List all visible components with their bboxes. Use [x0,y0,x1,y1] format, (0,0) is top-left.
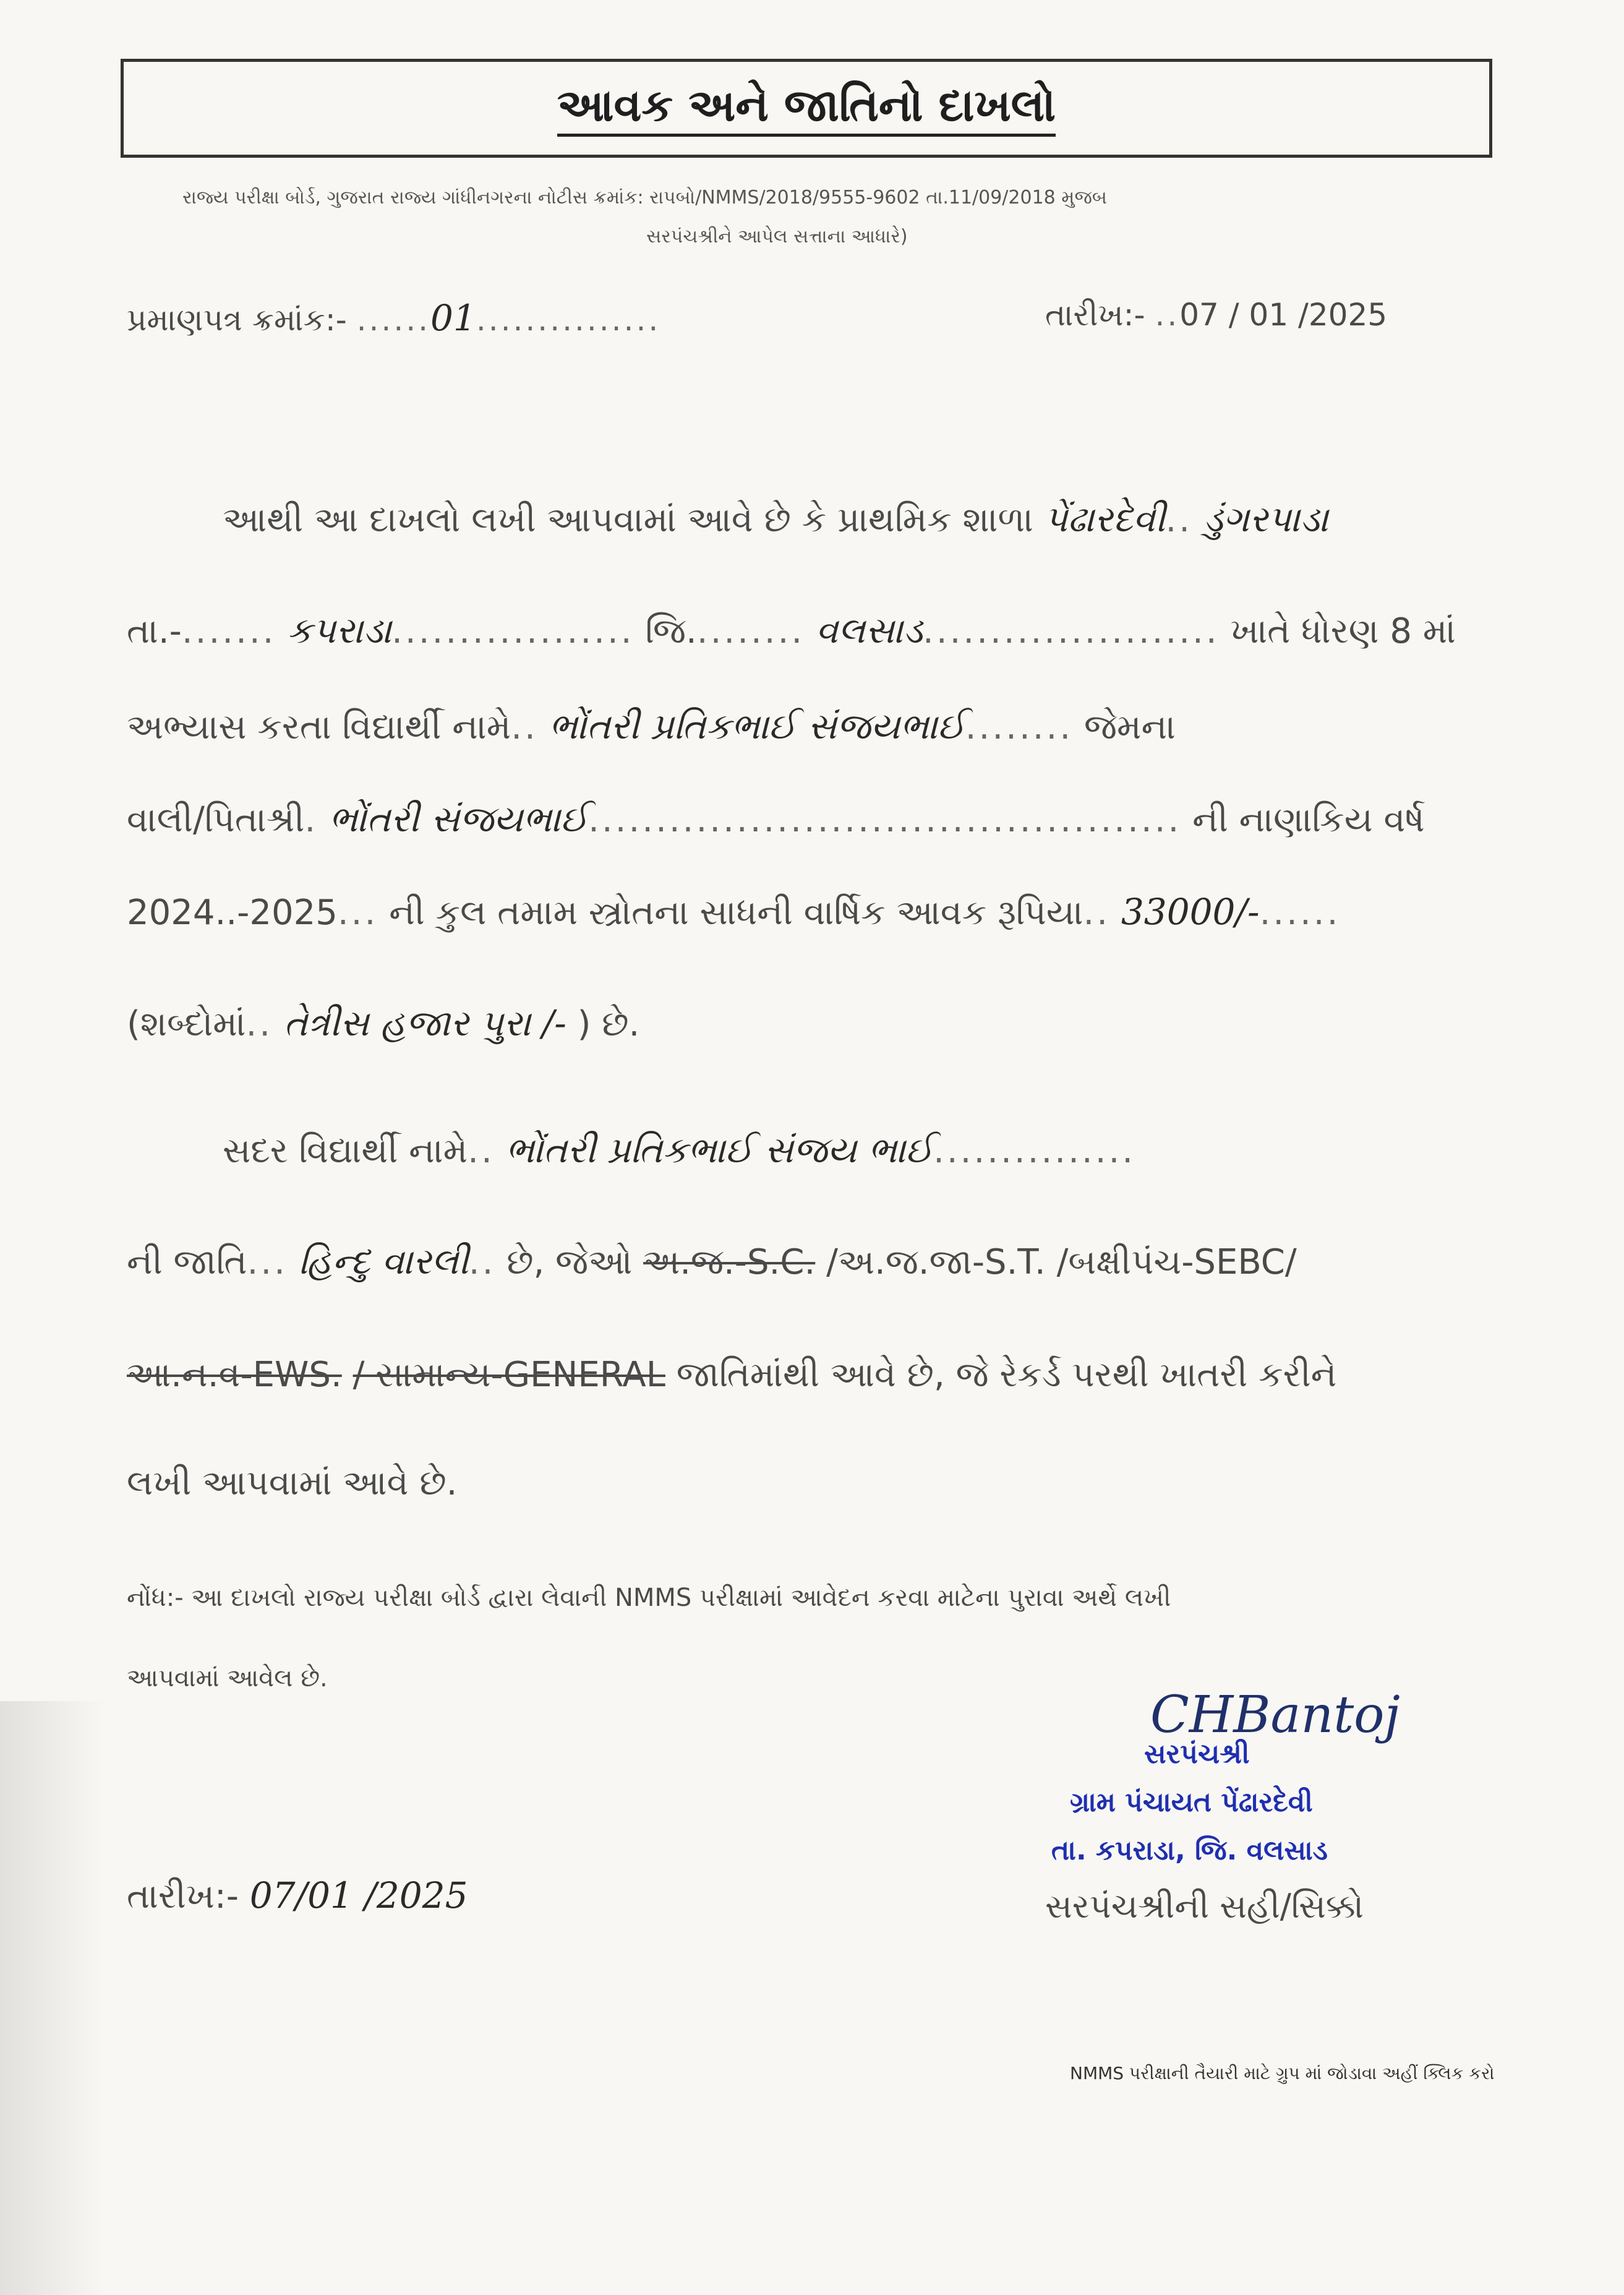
footer-date-label: તારીખ:- [127,1876,239,1916]
dots: ............... [933,1131,1136,1171]
line4-tail: ની નાણાકિય વર્ષ [1192,800,1425,840]
footer-note: NMMS પરીક્ષાની તૈયારી માટે ગ્રુપ માં જોડાવા અહીં ક્લિક કરો [1070,2063,1495,2083]
certificate-date-value: 07 / 01 /2025 [1179,297,1388,333]
caste-mid: છે, જેઓ [506,1242,633,1282]
year-from: 2024 [127,893,215,933]
dots: ... [337,893,378,933]
year-separator: ..- [215,893,250,933]
note-line-2: આપવામાં આવેલ છે. [127,1664,328,1692]
certificate-date-label: તારીખ:- [1045,297,1145,333]
body-line-3 [127,705,1176,748]
line9-tail: જાતિમાંથી આવે છે, જે રેકર્ડ પરથી ખાતરી કરીને [676,1355,1337,1395]
school-place: ડુંગરપાડા [1203,498,1328,540]
dots: ............................................ [588,800,1182,840]
dots: ........ [965,707,1074,747]
dots: . [304,800,318,840]
signature-caption: સરપંચશ્રીની સહી/સિક્કો [1045,1887,1364,1926]
guardian-label: વાલી/પિતાશ્રી [127,800,305,840]
page-shadow [0,1701,105,2295]
note-line-1: નોંધ:- આ દાખલો રાજ્ય પરીક્ષા બોર્ડ દ્વારા લેવાની NMMS પરીક્ષામાં આવેદન કરવા માટેના પુરાવા અર્થે લખી [127,1584,1171,1612]
body-line-8 [127,1240,1297,1283]
dots: ....... [181,611,276,651]
line7-text: સદર વિદ્યાર્થી નામે [223,1131,468,1171]
dots: .. [468,1131,495,1171]
body-line-6 [127,1002,639,1045]
year-to: 2025 [249,893,338,933]
student-name: ભોંતરી પ્રતિકભાઈ સંજયભાઈ [549,705,965,747]
document-title: આવક અને જાતિનો દાખલો [124,79,1489,132]
caste-value: હિન્દુ વારલી [298,1240,469,1282]
dots: .. [246,1004,273,1044]
body-line-9 [127,1355,1336,1396]
dots: .. [468,1242,496,1282]
dots: ...... [356,302,431,338]
dots: .. [1155,297,1180,333]
body-line-5 [127,891,1340,933]
words-tail: ) છે. [577,1004,640,1044]
body-line-10: લખી આપવામાં આવે છે. [127,1463,458,1503]
certificate-number-row [127,297,660,339]
line3-text: અભ્યાસ કરતા વિદ્યાર્થી નામે [127,707,511,747]
line3-tail: જેમના [1083,707,1176,747]
certificate-date-row [1045,297,1387,333]
certificate-number-value: 01 [430,297,476,339]
student-name-2: ભોંતરી પ્રતિકભાઈ સંજય ભાઈ [505,1129,934,1171]
income-words: તેત્રીસ હજાર પુરા /- [283,1002,566,1044]
district-value: વલસાડ [816,609,923,651]
taluka-value: કપરાડા [287,609,392,651]
caste-option-general: / સામાન્ય-GENERAL [353,1355,665,1395]
stamp-line-2: ગ્રામ પંચાયત પેંઢારદેવી [1070,1787,1313,1818]
footer-date-row [127,1874,468,1917]
stamp-line-1: સરપંચશ્રી [1144,1738,1250,1770]
dots: ............... [476,302,661,338]
dots: .. [511,707,538,747]
school-name: પેંઢારદેવી [1044,498,1166,540]
words-label: (શબ્દોમાં [127,1004,246,1044]
certificate-number-label: પ્રમાણપત્ર ક્રમાંક:- [127,302,347,338]
caste-option-st: /અ.જ.જા-S.T. [826,1242,1046,1282]
body-line-2 [127,609,1456,652]
footer-date-value: 07/01 /2025 [249,1874,468,1916]
title-box [121,59,1492,158]
income-value: 33000/- [1121,891,1260,933]
dots: ... [247,1242,288,1282]
body-line-4 [127,798,1425,841]
dots: .. [1165,500,1193,540]
notice-line-2: સરપંચશ્રીને આપેલ સત્તાના આધારે) [646,226,908,247]
district-label: જિ. [645,611,697,651]
caste-option-ews: આ.ન.વ-EWS. [127,1355,342,1395]
dots: ...... [1259,893,1341,933]
body-line-7 [223,1129,1135,1172]
dots: ........ [696,611,805,651]
caste-option-sc: અ.જ.-S.C. [643,1242,816,1282]
taluka-label: તા.- [127,611,182,651]
line2-tail: ખાતે ધોરણ 8 માં [1230,611,1456,651]
dots: ...................... [923,611,1220,651]
dots: .. [1083,893,1111,933]
guardian-name: ભોંતરી સંજયભાઈ [328,798,589,840]
caste-option-sebc: /બક્ષીપંચ-SEBC/ [1056,1242,1297,1282]
dots: .................. [391,611,635,651]
notice-line-1: રાજ્ય પરીક્ષા બોર્ડ, ગુજરાત રાજ્ય ગાંધીનગરના નોટીસ ક્રમાંક: રાપબો/NMMS/2018/9555-9602 તા.11/09/2018 મુજબ [182,187,1107,208]
sarpanch-signature: CHBantoj [1150,1686,1400,1744]
line1-text: આથી આ દાખલો લખી આપવામાં આવે છે કે પ્રાથમિક શાળા [223,500,1033,540]
stamp-line-3: તા. કપરાડા, જિ. વલસાડ [1051,1835,1328,1866]
line5-text: ની કુલ તમામ સ્ત્રોતના સાધની વાર્ષિક આવક રૂપિયા [389,893,1083,933]
caste-label: ની જાતિ [127,1242,247,1282]
body-line-1 [223,498,1328,541]
